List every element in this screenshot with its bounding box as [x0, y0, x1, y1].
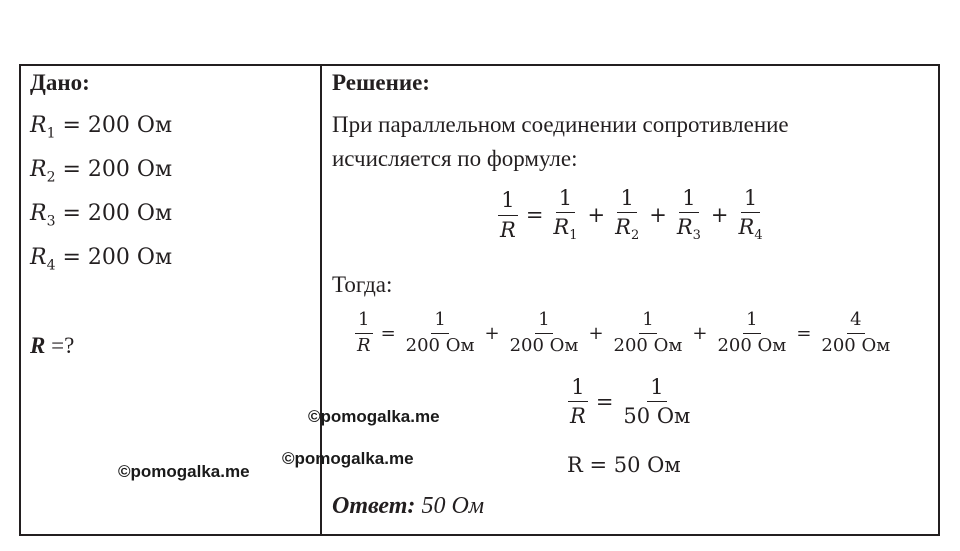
fraction	[818, 310, 893, 356]
plus-sign: +	[484, 322, 500, 344]
r-var: R	[553, 215, 570, 240]
plus-sign: +	[649, 203, 667, 228]
fraction	[714, 310, 789, 356]
fraction	[612, 186, 642, 244]
numerator: 1	[498, 188, 517, 215]
numerator: 1	[556, 186, 575, 213]
parallel-formula	[494, 186, 769, 244]
fraction	[403, 310, 478, 356]
numerator: 1	[617, 186, 636, 213]
given-sub: 4	[46, 257, 56, 274]
r-var: R	[738, 215, 755, 240]
intro-line-2: исчисляется по формуле:	[332, 146, 578, 171]
r-var: R	[570, 404, 586, 429]
numerator: 4	[847, 310, 864, 334]
r-sub: 4	[754, 228, 763, 244]
fraction	[550, 186, 580, 244]
watermark: ©pomogalka.me	[118, 462, 250, 481]
plus-sign: +	[588, 322, 604, 344]
denominator	[567, 402, 589, 428]
result-line: R = 50 Ом	[567, 453, 681, 477]
r-var: R	[676, 215, 693, 240]
fraction	[354, 310, 374, 356]
given-value: = 200 Ом	[62, 201, 173, 226]
given-sub: 1	[46, 125, 56, 142]
then-label: Тогда:	[332, 272, 393, 297]
given-sub: 3	[46, 213, 56, 230]
fraction	[567, 375, 589, 428]
fraction	[736, 186, 766, 244]
watermark: ©pomogalka.me	[282, 449, 414, 468]
answer-label: Ответ:	[332, 493, 416, 519]
fraction	[497, 188, 519, 241]
fraction	[620, 375, 693, 428]
find-line	[30, 333, 74, 359]
denominator: 200 Ом	[509, 334, 579, 356]
equals-sign: =	[380, 322, 396, 344]
step-two	[564, 375, 696, 428]
given-r2	[30, 157, 172, 185]
numerator: 1	[355, 310, 372, 334]
find-rest: =?	[51, 333, 75, 358]
intro-line-1: При параллельном соединении сопротивление	[332, 112, 789, 137]
given-value: = 200 Ом	[62, 157, 173, 182]
denominator: 50 Ом	[623, 404, 691, 429]
plus-sign: +	[692, 322, 708, 344]
numerator: 1	[568, 375, 587, 402]
numerator: 1	[647, 375, 666, 402]
watermark: ©pomogalka.me	[308, 407, 440, 426]
find-var: R	[30, 333, 46, 358]
fraction	[611, 310, 686, 356]
equals-sign: =	[796, 322, 812, 344]
fraction	[674, 186, 704, 244]
given-var: R	[30, 245, 47, 270]
given-value: = 200 Ом	[62, 245, 173, 270]
r-var: R	[615, 215, 631, 240]
numerator: 1	[743, 310, 760, 334]
answer-value: 50 Ом	[421, 493, 485, 519]
plus-sign: +	[710, 203, 729, 228]
denominator	[550, 213, 580, 244]
denominator	[736, 213, 766, 244]
given-var: R	[30, 201, 47, 226]
numerator: 1	[639, 310, 656, 334]
numerator: 1	[741, 186, 760, 213]
r-var: R	[500, 217, 516, 242]
equals-sign: =	[525, 203, 544, 228]
denominator: 200 Ом	[405, 334, 475, 356]
given-title: Дано:	[30, 70, 90, 95]
given-value: = 200 Ом	[62, 113, 173, 138]
given-r3	[30, 201, 172, 229]
given-sub: 2	[46, 169, 56, 186]
calculation-line	[351, 310, 896, 356]
denominator: 200 Ом	[613, 334, 683, 356]
solution-title: Решение:	[332, 70, 430, 95]
r-sub: 3	[692, 228, 701, 244]
numerator: 1	[679, 186, 698, 213]
fraction	[507, 310, 582, 356]
numerator: 1	[535, 310, 552, 334]
r-var: R	[357, 334, 371, 356]
r-sub: 2	[630, 228, 640, 244]
numerator: 1	[431, 310, 448, 334]
given-r1	[30, 113, 172, 141]
answer-line	[332, 493, 484, 520]
equals-sign: =	[595, 389, 614, 414]
denominator: 200 Ом	[717, 334, 787, 356]
r-sub: 1	[569, 228, 578, 244]
given-r4	[30, 245, 172, 273]
given-var: R	[30, 113, 47, 138]
denominator	[612, 213, 642, 244]
denominator	[354, 334, 374, 357]
given-var: R	[30, 157, 47, 182]
denominator	[674, 213, 704, 244]
denominator	[497, 216, 519, 242]
plus-sign: +	[587, 203, 606, 228]
denominator: 200 Ом	[821, 334, 891, 356]
